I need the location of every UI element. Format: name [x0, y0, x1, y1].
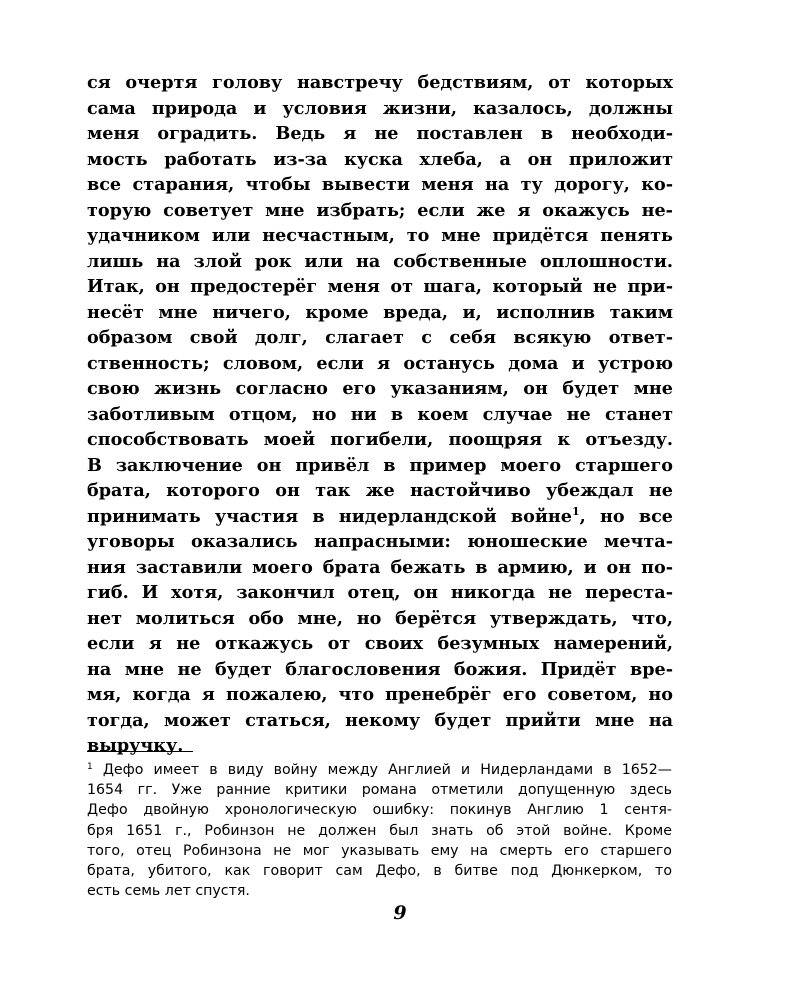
footnote-line: того, отец Робинзона не мог указывать ему на смерть его старшего	[87, 842, 672, 859]
text-line: ния заставили моего брата бежать в армию, и он по-	[87, 556, 673, 578]
footnote-divider	[87, 751, 193, 752]
text-line: мость работать из-за куска хлеба, а он приложит	[87, 148, 673, 170]
text-line: способствовать моей погибели, поощряя к отъезду.	[87, 429, 673, 450]
text-line: тогда, может статься, некому будет прийти мне на	[87, 709, 673, 731]
text-line: В заключение он привёл в пример моего старшего	[87, 454, 673, 476]
footnote-mark: 1	[87, 762, 93, 772]
body-text	[87, 70, 673, 759]
text-line: образом свой долг, слагает с себя всякую ответ-	[87, 327, 673, 348]
footnote	[87, 760, 672, 901]
text-line-with-footnote	[87, 504, 673, 530]
text-line: меня оградить. Ведь я не поставлен в необходи-	[87, 123, 673, 144]
footnote-reference[interactable]: 1	[571, 504, 580, 518]
text-line: ственность; словом, если я останусь дома и устрою	[87, 352, 673, 374]
text-line: уговоры оказались напрасными: юношеские мечта-	[87, 531, 673, 552]
text-line: заботливым отцом, но ни в коем случае не станет	[87, 403, 673, 425]
text-line: удачником или несчастным, то мне придётся пенять	[87, 225, 673, 246]
text-line-last: выручку.	[87, 735, 184, 756]
text-line: гиб. И хотя, закончил отец, он никогда не переста-	[87, 582, 673, 603]
text-line: если я не откажусь от своих безумных намерений,	[87, 633, 673, 654]
footnote-line: 1654 гг. Уже ранние критики романа отметили допущенную здесь	[87, 782, 672, 799]
text-line: на мне не будет благословения божия. Придёт вре-	[87, 658, 673, 680]
footnote-text: Дефо имеет в виду войну между Англией и Нидерландами в 1652—	[92, 762, 672, 778]
text-fragment: , но все	[579, 505, 673, 527]
text-line: лишь на злой рок или на собственные оплошности.	[87, 250, 673, 272]
text-line: торую советует мне избрать; если же я окажусь не-	[87, 199, 673, 221]
page-number: 9	[393, 902, 407, 924]
text-fragment: принимать участия в нидерландской войне	[87, 505, 572, 527]
footnote-line: брата, убитого, как говорит сам Дефо, в битве под Дюнкерком, то	[87, 862, 672, 879]
text-line: свою жизнь согласно его указаниям, он будет мне	[87, 378, 673, 399]
text-line: все старания, чтобы вывести меня на ту дорогу, ко-	[87, 174, 673, 195]
text-line: несёт мне ничего, кроме вреда, и, исполнив таким	[87, 301, 673, 323]
text-line: Итак, он предостерёг меня от шага, который не при-	[87, 276, 673, 297]
footnote-line	[87, 760, 672, 780]
footnote-line-last: есть семь лет спустя.	[87, 883, 250, 900]
footnote-line: Дефо двойную хронологическую ошибку: покинув Англию 1 сентя-	[87, 802, 672, 819]
text-line: брата, которого он так же настойчиво убеждал не	[87, 480, 673, 501]
text-line: нет молиться обо мне, но берётся утверждать, что,	[87, 607, 673, 629]
footnote-line: бря 1651 г., Робинзон не должен был знать об этой войне. Кроме	[87, 822, 672, 839]
text-line: сама природа и условия жизни, казалось, должны	[87, 97, 673, 119]
text-line: ся очертя голову навстречу бедствиям, от которых	[87, 72, 673, 93]
text-line: мя, когда я пожалею, что пренебрёг его советом, но	[87, 684, 673, 705]
